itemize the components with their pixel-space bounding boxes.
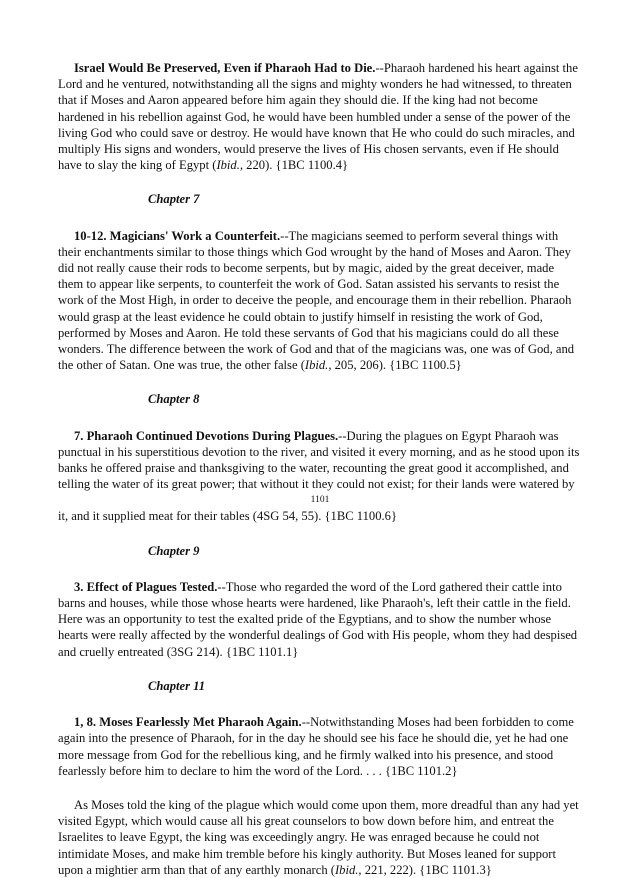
paragraph-3-continued: it, and it supplied meat for their tables (4SG 54, 55). {1BC 1100.6} — [58, 509, 398, 524]
chapter-heading-8: Chapter 8 — [148, 392, 200, 407]
chapter-heading-9: Chapter 9 — [148, 543, 200, 558]
paragraph-2 — [58, 228, 582, 374]
page-number: 1101 — [310, 495, 330, 506]
paragraph-heading: 3. Effect of Plagues Tested. — [74, 579, 218, 594]
paragraph-spacer — [58, 779, 582, 797]
paragraph-5 — [58, 714, 582, 779]
chapter-heading-11: Chapter 11 — [148, 678, 206, 693]
paragraph-text: --The magicians seemed to perform several things with their enchantments similar to those things which God wrought by the hand of Moses and Aaron. They did not really cause their rods to become serpents, but by magic, aided by the great deceiver, made them to appear like serpents, to counterfeit the work of God. Satan assisted his servants to resist the work of the Most High, in order to deceive the people, and encourage them in their rebellion. Pharaoh would grasp at the least evidence he could obtain to justify himself in resisting the work of God, performed by Moses and Aaron. He told these servants of God that his magicians could do all these wonders. The difference between the work of God and that of the magicians was, one was of God, and the other of Satan. One was true, the other false ( — [58, 228, 575, 373]
paragraph-3 — [58, 428, 582, 493]
paragraph-text: --Notwithstanding Moses had been forbidden to come again into the presence of Pharaoh, for in the day he should see his face he should die, yet he had one more message from God for the rebellious king, and he firmly walked into his presence, and stood fearlessly before him to declare to him the word of the Lord. . . . {1BC 1101.2} — [58, 715, 574, 778]
paragraph-heading: 7. Pharaoh Continued Devotions During Plagues. — [74, 428, 339, 443]
paragraph-text: --Those who regarded the word of the Lord gathered their cattle into barns and houses, while those whose hearts were hardened, like Pharaoh's, left their cattle in the field. Here was an opportunity to test the exalted pride of the Egyptians, and to show the number whose hearts were really affected by the wonderful dealings of God with His people, whom they had despised and cruelly entreated (3SG 214). {1BC 1101.1} — [58, 579, 578, 659]
paragraph-heading: Israel Would Be Preserved, Even if Pharaoh Had to Die. — [74, 61, 376, 75]
paragraph-1 — [58, 60, 582, 173]
paragraph-heading: 10-12. Magicians' Work a Counterfeit. — [74, 228, 281, 243]
page-content — [58, 60, 582, 878]
paragraph-citation: 220). {1BC 1100.4} — [243, 158, 349, 173]
chapter-heading-7: Chapter 7 — [148, 192, 200, 207]
paragraph-citation: 205, 206). {1BC 1100.5} — [331, 358, 462, 373]
paragraph-text: As Moses told the king of the plague which would come upon them, more dreadful than any had yet visited Egypt, which would cause all his great counselors to bow down before him, and entreat the Israelites to leave Egypt, the king was exceedingly angry. He was enraged because he could not intimidate Moses, and make him tremble before his kingly authority. But Moses leaned for support upon a mightier arm than that of any earthly monarch ( — [58, 797, 579, 877]
paragraph-citation: 221, 222). {1BC 1101.3} — [361, 862, 492, 877]
paragraph-text: --During the plagues on Egypt Pharaoh was punctual in his superstitious devotion to the river, and visited it every morning, and as he stood upon its banks he offered praise and thanksgiving to the water, recounting the great good it accomplished, and telling the water of its great power; that without it they could not exist; for their lands were watered by — [58, 428, 580, 492]
paragraph-4 — [58, 579, 582, 660]
ibid-reference: Ibid., — [216, 158, 244, 173]
ibid-reference: Ibid., — [304, 358, 332, 373]
paragraph-heading: 1, 8. Moses Fearlessly Met Pharaoh Again. — [74, 715, 302, 730]
paragraph-text: --Pharaoh hardened his heart against the Lord and he ventured, notwithstanding all the signs and mighty wonders he had witnessed, to threaten that if Moses and Aaron appeared before him again they should die. If the king had not become hardened in his rebellion against God, he would have been humbled under a sense of the power of the living God who could save or destroy. He would have known that He who could do such miracles, and multiply His signs and wonders, would preserve the lives of His chosen servants, even if He should have to slay the king of Egypt ( — [58, 61, 578, 173]
paragraph-6 — [58, 797, 582, 878]
ibid-reference: Ibid., — [334, 862, 362, 877]
